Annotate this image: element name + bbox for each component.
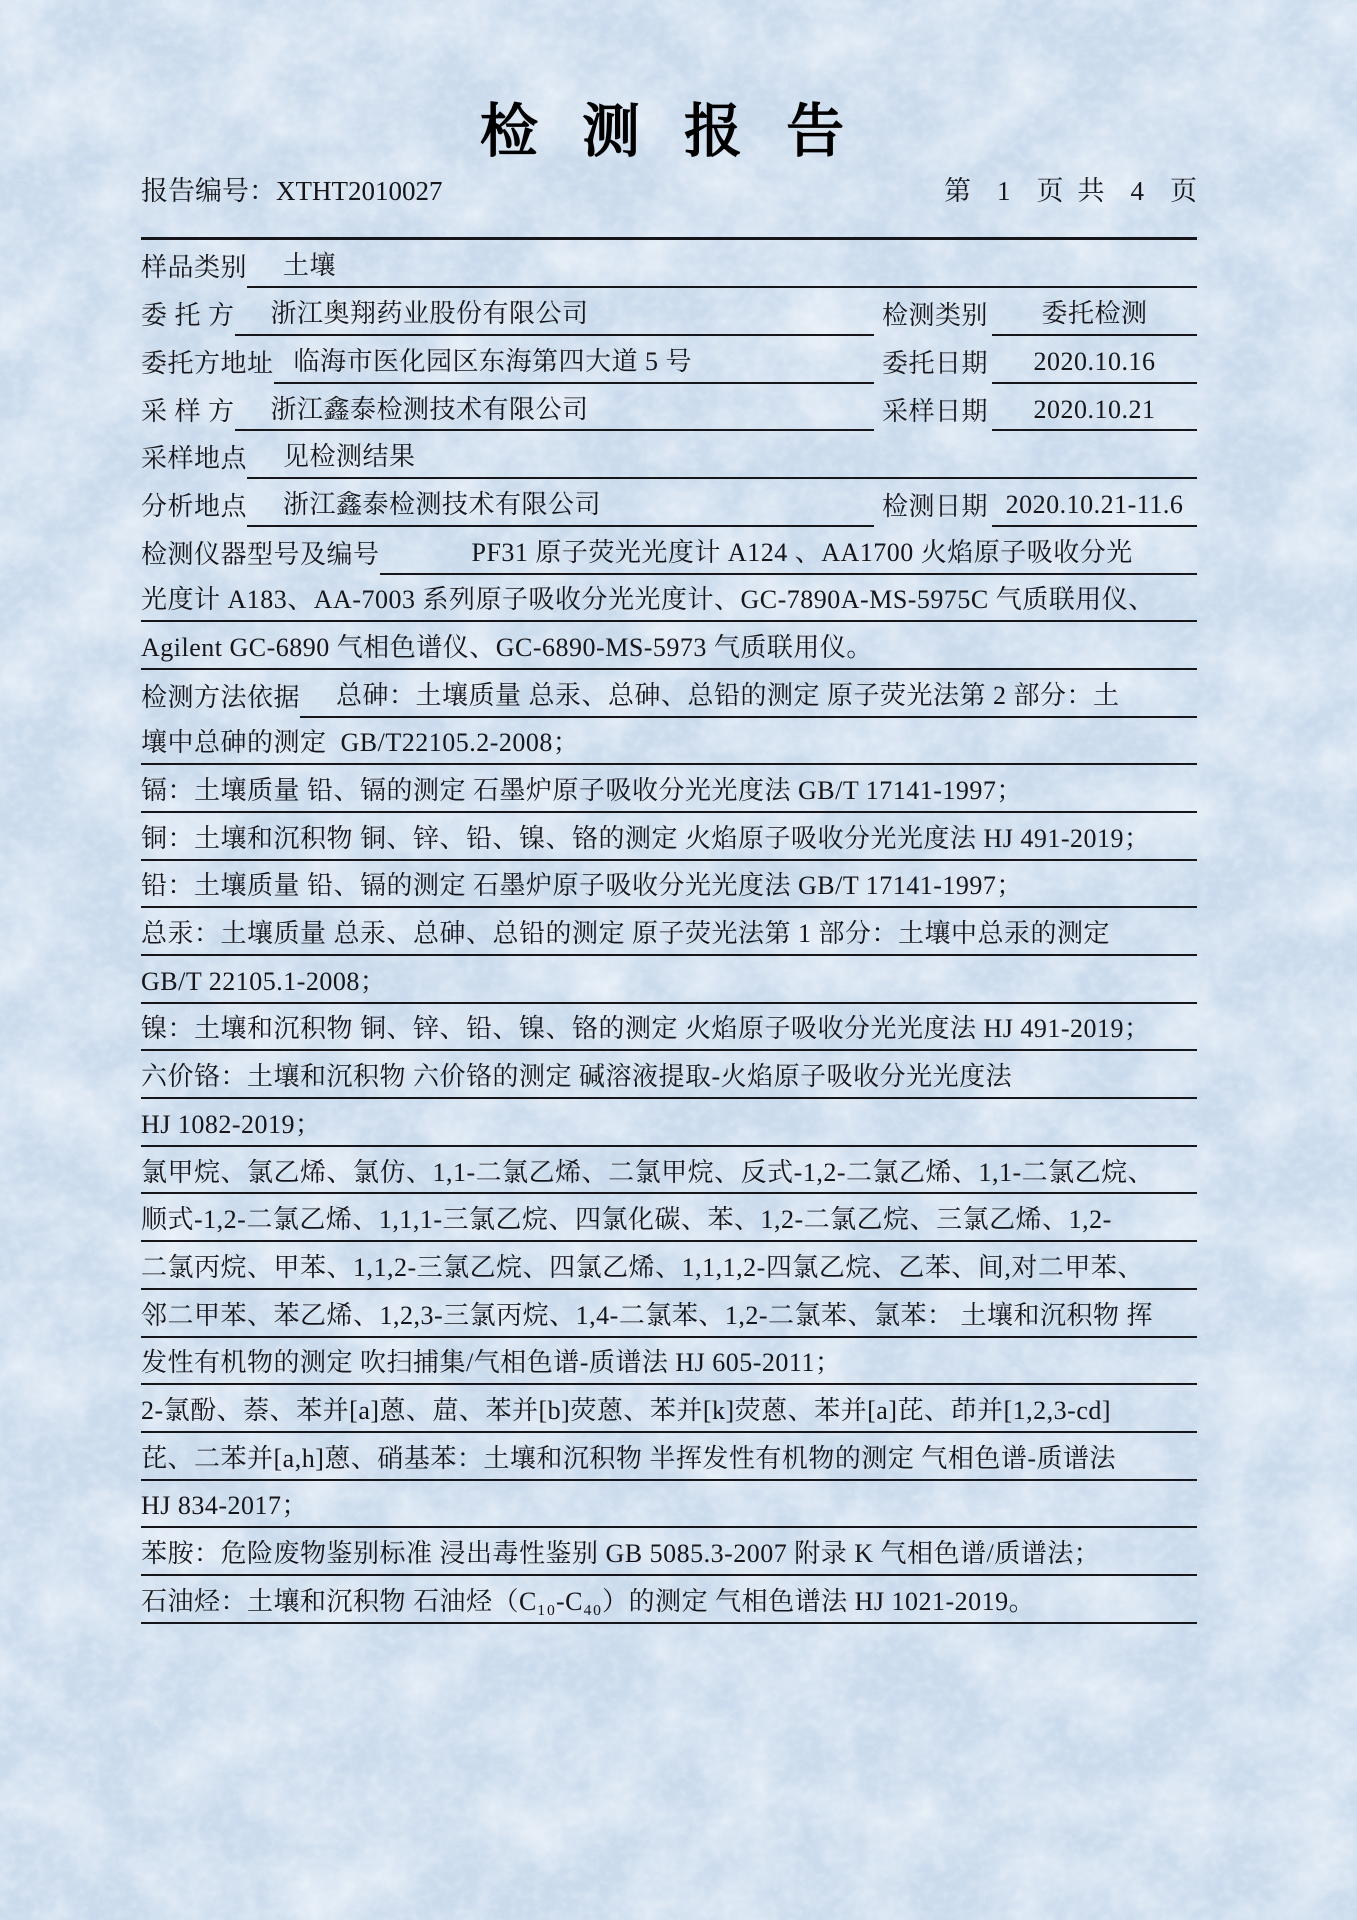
row-instruments-cont-2 (141, 622, 1197, 670)
row-methods-cont-18 (141, 1528, 1197, 1576)
field-value: 苯胺：危险废物鉴别标准 浸出毒性鉴别 GB 5085.3-2007 附录 K 气相色谱/质谱法； (141, 1539, 1101, 1569)
field-label-right: 检测日期 (881, 491, 988, 521)
row-methods-cont-16 (141, 1433, 1197, 1481)
field-value-line (141, 824, 1197, 861)
row-methods-cont-1 (141, 718, 1197, 766)
row-methods-cont-14 (141, 1338, 1197, 1386)
row-instruments (141, 527, 1197, 575)
row-instruments-cont-1 (141, 575, 1197, 623)
page-word-2: 共 (1077, 176, 1105, 206)
field-value-line (247, 442, 1197, 479)
field-value-line (141, 1348, 1197, 1385)
field-value: 镍：土壤和沉积物 铜、锌、铅、镍、铬的测定 火焰原子吸收分光光度法 HJ 491-2019； (141, 1014, 1151, 1044)
field-label: 委托方地址 (141, 348, 274, 378)
field-value-line (141, 633, 1197, 670)
field-value: 浙江鑫泰检测技术有限公司 (270, 394, 589, 424)
report-number-value: XTHT2010027 (276, 176, 443, 206)
field-value-right: 委托检测 (1041, 299, 1148, 329)
field-value-line (141, 967, 1197, 1004)
field-value-line-right (992, 347, 1197, 384)
row-methods-cont-15 (141, 1385, 1197, 1433)
field-label: 委 托 方 (141, 301, 235, 331)
field-value-line (300, 681, 1197, 718)
field-value-line (141, 1110, 1197, 1147)
field-label: 分析地点 (141, 491, 248, 521)
field-value-line (141, 871, 1197, 908)
row-methods-cont-6 (141, 956, 1197, 1004)
field-value-line (141, 1491, 1197, 1528)
field-value: 浙江鑫泰检测技术有限公司 (283, 489, 602, 519)
field-value-line (141, 1014, 1197, 1051)
field-value: PF31 原子荧光光度计 A124 、AA1700 火焰原子吸收分光 (471, 537, 1133, 567)
field-value-line (247, 490, 874, 527)
row-sample-type (141, 241, 1197, 289)
row-methods-cont-9 (141, 1099, 1197, 1147)
field-value-line (141, 1539, 1197, 1576)
row-methods-cont-3 (141, 813, 1197, 861)
row-sampling-site (141, 431, 1197, 479)
row-client (141, 288, 1197, 336)
field-value: 石油烃：土壤和沉积物 石油烃（C₁₀-C₄₀）的测定 气相色谱法 HJ 1021-2019。 (141, 1586, 1036, 1616)
field-value-line (274, 347, 874, 384)
row-methods-cont-4 (141, 861, 1197, 909)
report-number (141, 177, 442, 207)
field-label: 检测仪器型号及编号 (141, 539, 380, 569)
field-value-line (141, 919, 1197, 956)
field-value: 芘、二苯并[a,h]蒽、硝基苯：土壤和沉积物 半挥发性有机物的测定 气相色谱-质谱法 (141, 1443, 1117, 1473)
field-value-line (380, 538, 1197, 575)
field-value-line (141, 1301, 1197, 1338)
row-methods-cont-2 (141, 765, 1197, 813)
report-title: 检 测 报 告 (479, 99, 859, 164)
field-label: 采样地点 (141, 444, 248, 474)
field-value: 见检测结果 (283, 442, 416, 472)
field-value-line (247, 251, 1197, 288)
field-value-line (141, 1062, 1197, 1099)
row-client-address (141, 336, 1197, 384)
field-value: 土壤 (283, 251, 337, 281)
page-total-number: 4 (1130, 176, 1144, 206)
row-sampling-party (141, 384, 1197, 432)
field-value-line (141, 585, 1197, 622)
field-value-line (235, 299, 874, 336)
field-value-right: 2020.10.21 (1033, 394, 1156, 424)
field-value: 六价铬：土壤和沉积物 六价铬的测定 碱溶液提取-火焰原子吸收分光光度法 (141, 1062, 1013, 1092)
field-label: 采 样 方 (141, 396, 235, 426)
field-value-line (141, 1587, 1197, 1624)
field-value-right: 2020.10.21-11.6 (1005, 489, 1184, 519)
row-analysis-site (141, 479, 1197, 527)
field-value: 镉：土壤质量 铅、镉的测定 石墨炉原子吸收分光光度法 GB/T 17141-1997； (141, 776, 1023, 806)
row-methods-cont-8 (141, 1051, 1197, 1099)
field-label: 检测方法依据 (141, 682, 301, 712)
field-value-line-right (992, 299, 1197, 336)
row-methods-cont-7 (141, 1004, 1197, 1052)
field-value: 铅：土壤质量 铅、镉的测定 石墨炉原子吸收分光光度法 GB/T 17141-1997； (141, 871, 1023, 901)
field-label-right: 委托日期 (881, 348, 988, 378)
field-value: 发性有机物的测定 吹扫捕集/气相色谱-质谱法 HJ 605-2011； (141, 1348, 842, 1378)
field-value: HJ 834-2017； (141, 1491, 309, 1521)
field-value: 氯甲烷、氯乙烯、氯仿、1,1-二氯乙烯、二氯甲烷、反式-1,2-二氯乙烯、1,1-二氯乙烷、 (141, 1157, 1155, 1187)
field-value: 浙江奥翔药业股份有限公司 (270, 299, 589, 329)
field-label-right: 检测类别 (881, 301, 988, 331)
field-value-line (141, 1444, 1197, 1481)
report-number-label: 报告编号： (141, 176, 276, 206)
field-value: 总汞：土壤质量 总汞、总砷、总铅的测定 原子荧光法第 1 部分：土壤中总汞的测定 (141, 919, 1111, 949)
field-label-right: 采样日期 (881, 396, 988, 426)
field-value-line (235, 395, 874, 432)
field-value: 顺式-1,2-二氯乙烯、1,1,1-三氯乙烷、四氯化碳、苯、1,2-二氯乙烷、三氯乙烯、1,2- (141, 1205, 1112, 1235)
field-value: Agilent GC-6890 气相色谱仪、GC-6890-MS-5973 气质联用仪。 (141, 632, 873, 662)
field-value: 总砷：土壤质量 总汞、总砷、总铅的测定 原子荧光法第 2 部分：土 (336, 680, 1120, 710)
field-value-line (141, 1158, 1197, 1195)
report-subheader (141, 177, 1197, 207)
field-value: 铜：土壤和沉积物 铜、锌、铅、镍、铬的测定 火焰原子吸收分光光度法 HJ 491-2019； (141, 823, 1151, 853)
row-methods (141, 670, 1197, 718)
report-content (141, 0, 1197, 1624)
row-methods-cont-13 (141, 1290, 1197, 1338)
field-label: 样品类别 (141, 253, 248, 283)
page-indicator (944, 177, 1197, 207)
field-value-right: 2020.10.16 (1033, 346, 1156, 376)
page-current-number: 1 (997, 176, 1011, 206)
field-value-line-right (992, 490, 1197, 527)
field-value-line (141, 1253, 1197, 1290)
field-value-line (141, 728, 1197, 765)
row-methods-cont-17 (141, 1481, 1197, 1529)
field-value-line-right (992, 395, 1197, 432)
field-value: 壤中总砷的测定 GB/T22105.2-2008； (141, 728, 580, 758)
field-value: GB/T 22105.1-2008； (141, 966, 387, 996)
header-divider (141, 237, 1197, 240)
page-word-prefix: 第 (944, 176, 971, 206)
field-value-line (141, 1205, 1197, 1242)
row-methods-cont-11 (141, 1194, 1197, 1242)
row-methods-cont-10 (141, 1147, 1197, 1195)
row-methods-cont-5 (141, 908, 1197, 956)
field-value-line (141, 1396, 1197, 1433)
field-value: 二氯丙烷、甲苯、1,1,2-三氯乙烷、四氯乙烯、1,1,1,2-四氯乙烷、乙苯、间,对二甲苯、 (141, 1252, 1144, 1282)
row-methods-cont-12 (141, 1242, 1197, 1290)
field-value: 邻二甲苯、苯乙烯、1,2,3-三氯丙烷、1,4-二氯苯、1,2-二氯苯、氯苯： 土壤和沉积物 挥 (141, 1300, 1153, 1330)
page-word-3: 页 (1170, 176, 1197, 206)
field-value-line (141, 776, 1197, 813)
field-value: HJ 1082-2019； (141, 1109, 322, 1139)
page-word-1: 页 (1036, 176, 1064, 206)
field-value: 光度计 A183、AA-7003 系列原子吸收分光光度计、GC-7890A-MS-5975C 气质联用仪、 (141, 585, 1155, 615)
form-rows (141, 241, 1197, 1624)
field-value: 2-氯酚、萘、苯并[a]蒽、䓛、苯并[b]荧蒽、苯并[k]荧蒽、苯并[a]芘、茚并[1,2,3-cd] (141, 1395, 1112, 1425)
row-methods-cont-19 (141, 1576, 1197, 1624)
field-value: 临海市医化园区东海第四大道 5 号 (293, 346, 693, 376)
